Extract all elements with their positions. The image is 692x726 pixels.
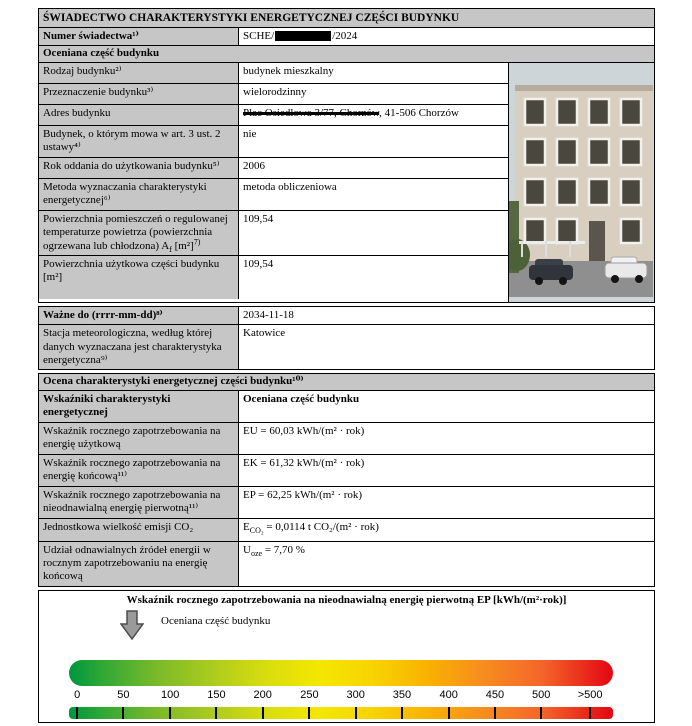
scale-tick-label: 50 bbox=[117, 688, 130, 701]
scale-tick-label: >500 bbox=[577, 688, 603, 701]
scale-tick-label: 400 bbox=[439, 688, 458, 701]
method-value: metoda obliczeniowa bbox=[239, 179, 508, 210]
ep-pointer-label: Oceniana część budynku bbox=[161, 614, 271, 627]
eu-indicator-label: Wskaźnik rocznego zapotrzebowania na energię użytkową bbox=[39, 423, 239, 454]
co2-emission-value: $E_{CO_2} = 0,0114$ t CO₂/(m² · rok) bbox=[239, 519, 654, 541]
scale-tick-label: 300 bbox=[346, 688, 365, 701]
ep-indicator-value: EP = 62,25 kWh/(m² · rok) bbox=[239, 487, 654, 518]
usable-area-label: Powierzchnia użytkowa części budynku [m²] bbox=[39, 256, 239, 299]
renewable-share-value: $U_{oze} = 7,70$ % bbox=[239, 542, 654, 586]
ep-gradient-bar bbox=[69, 660, 613, 686]
section-heading-building: Oceniana część budynku bbox=[39, 46, 654, 61]
weather-station-value: Katowice bbox=[239, 325, 654, 369]
valid-until-label: Ważne do (rrrr-mm-dd)⁸⁾ bbox=[39, 307, 239, 324]
certificate-number-prefix: SCHE/ bbox=[243, 30, 275, 43]
commissioning-year-value: 2006 bbox=[239, 158, 508, 178]
building-photo-image bbox=[509, 63, 653, 297]
address-visible-text: , 41-506 Chorzów bbox=[379, 106, 459, 119]
building-purpose-value: wielorodzinny bbox=[239, 84, 508, 104]
redaction-bar bbox=[275, 31, 331, 41]
indicators-column-header: Wskaźniki charakterystyki energetycznej bbox=[39, 391, 239, 422]
ep-ruler-bar bbox=[69, 707, 613, 719]
address-redacted-text: Plac Osiedlowa 3/77, Chorzów bbox=[243, 106, 380, 119]
art3-value: nie bbox=[239, 126, 508, 157]
building-purpose-label: Przeznaczenie budynku³⁾ bbox=[39, 84, 239, 104]
section-heading-rating: Ocena charakterystyki energetycznej części budynku¹⁰⁾ bbox=[39, 374, 654, 389]
valid-until-value: 2034-11-18 bbox=[239, 307, 654, 324]
building-photo bbox=[509, 63, 654, 302]
building-type-label: Rodzaj budynku²⁾ bbox=[39, 63, 239, 83]
building-address-label: Adres budynku bbox=[39, 105, 239, 125]
scale-tick-label: 500 bbox=[532, 688, 551, 701]
building-type-value: budynek mieszkalny bbox=[239, 63, 508, 83]
commissioning-year-label: Rok oddania do użytkowania budynku⁵⁾ bbox=[39, 158, 239, 178]
building-data-block bbox=[38, 8, 655, 303]
ek-indicator-value: EK = 61,32 kWh/(m² · rok) bbox=[239, 455, 654, 486]
co2-emission-label: Jednostkowa wielkość emisji CO₂ bbox=[39, 519, 239, 541]
rating-block bbox=[38, 373, 655, 586]
ek-indicator-label: Wskaźnik rocznego zapotrzebowania na energię końcową¹¹⁾ bbox=[39, 455, 239, 486]
ep-scale-tick-labels bbox=[69, 689, 613, 705]
scale-tick-label: 150 bbox=[207, 688, 226, 701]
assessed-part-column-header: Oceniana część budynku bbox=[239, 391, 654, 422]
scale-tick-label: 350 bbox=[392, 688, 412, 701]
certificate-document bbox=[38, 8, 655, 726]
page-title: ŚWIADECTWO CHARAKTERYSTYKI ENERGETYCZNEJ CZĘŚCI BUDYNKU bbox=[39, 9, 654, 27]
eu-indicator-value: EU = 60,03 kWh/(m² · rok) bbox=[239, 423, 654, 454]
building-attributes bbox=[39, 63, 509, 302]
art3-label: Budynek, o którym mowa w art. 3 ust. 2 ustawy⁴⁾ bbox=[39, 126, 239, 157]
certificate-number-label: Numer świadectwa¹⁾ bbox=[39, 28, 239, 45]
regulated-area-label: Powierzchnia pomieszczeń o regulowanej temperaturze powietrza (powierzchnia ogrzewana lub chłodzona) $A_f$ $[m^2]^{7)}$ bbox=[39, 211, 239, 255]
scale-tick-label: 100 bbox=[160, 688, 180, 701]
building-address-value bbox=[239, 105, 508, 125]
ep-pointer-arrow-icon bbox=[120, 610, 144, 645]
ep-indicator-label: Wskaźnik rocznego zapotrzebowania na nieodnawialną energię pierwotną¹¹⁾ bbox=[39, 487, 239, 518]
scale-tick-label: 200 bbox=[253, 688, 272, 701]
ep-scale-block bbox=[38, 590, 655, 723]
scale-tick-label: 450 bbox=[485, 688, 505, 701]
scale-tick-label: 0 bbox=[74, 688, 81, 701]
validity-block bbox=[38, 306, 655, 371]
ep-scale-title: Wskaźnik rocznego zapotrzebowania na nieodnawialną energię pierwotną EP [kWh/(m²·rok)] bbox=[126, 593, 567, 606]
certificate-number-value bbox=[239, 28, 654, 45]
renewable-share-label: Udział odnawialnych źródeł energii w rocznym zapotrzebowaniu na energię końcową bbox=[39, 542, 239, 586]
usable-area-value: 109,54 bbox=[239, 256, 508, 299]
scale-tick-label: 250 bbox=[300, 688, 319, 701]
regulated-area-value: 109,54 bbox=[239, 211, 508, 255]
weather-station-label: Stacja meteorologiczna, według której danych wyznaczana jest charakterystyka energetyczna⁹⁾ bbox=[39, 325, 239, 369]
certificate-number-suffix: /2024 bbox=[332, 30, 358, 43]
method-label: Metoda wyznaczania charakterystyki energetycznej⁶⁾ bbox=[39, 179, 239, 210]
